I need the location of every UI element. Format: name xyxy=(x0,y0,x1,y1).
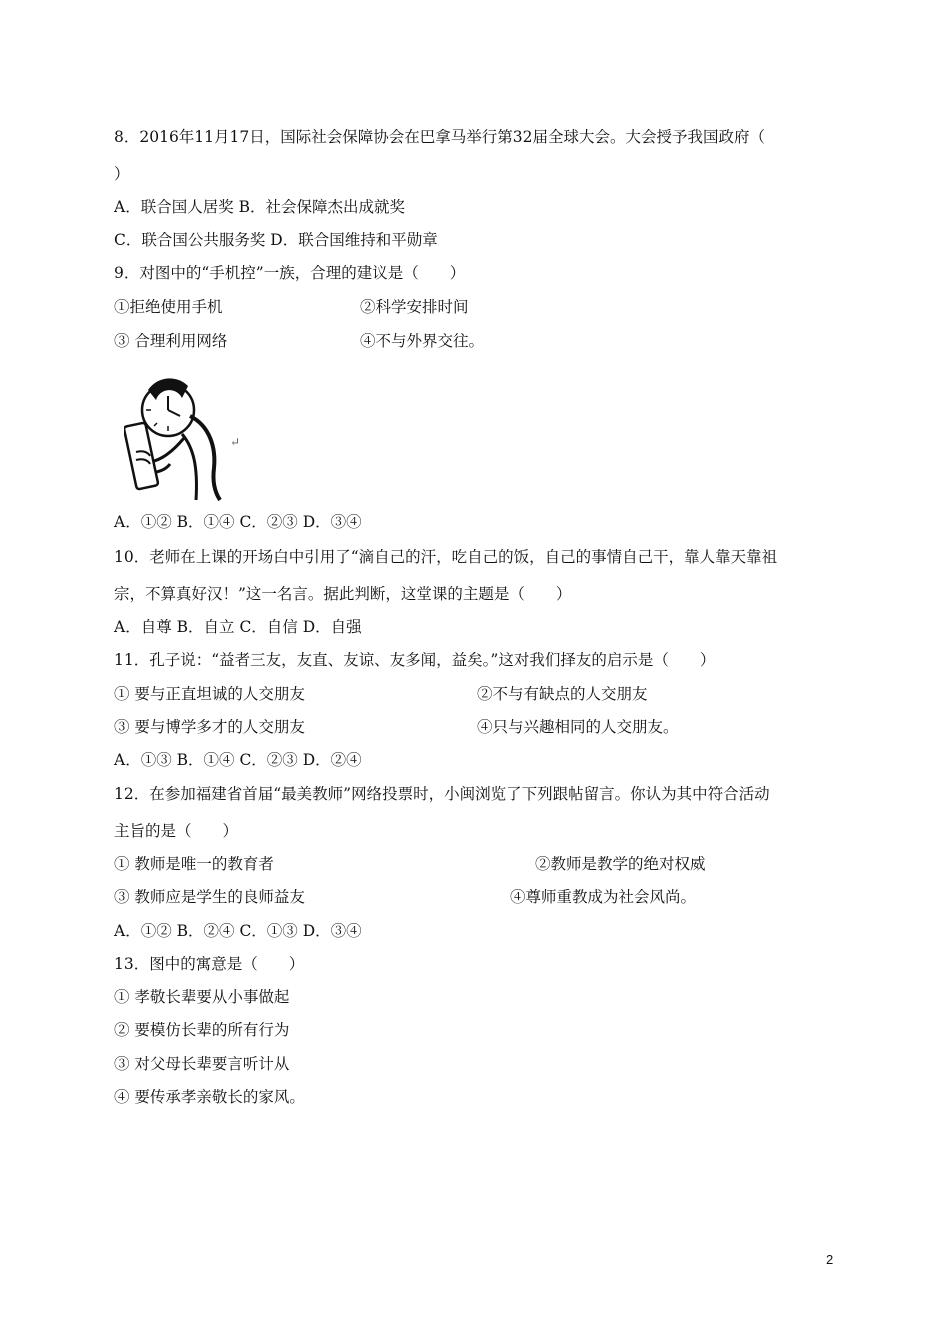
q13-item-2: ② 要模仿长辈的所有行为 xyxy=(114,1021,290,1039)
q10-stem-line1: 10．老师在上课的开场白中引用了“滴自己的汗，吃自己的饭，自己的事情自己干，靠人靠天靠祖 xyxy=(114,548,778,566)
q8-options-line2: C．联合国公共服务奖 D．联合国维持和平勋章 xyxy=(114,231,438,249)
q9-item-2: ②科学安排时间 xyxy=(360,298,469,316)
q10-answers: A．自尊 B．自立 C．自信 D．自强 xyxy=(114,618,362,636)
q9-item-1: ①拒绝使用手机 xyxy=(114,298,223,316)
q12-stem-line2: 主旨的是（ ） xyxy=(114,822,239,840)
q12-item-3: ③ 教师应是学生的良师益友 xyxy=(114,888,305,906)
q9-figure-return-mark: ↵ xyxy=(230,435,241,449)
q9-answers: A．①② B．①④ C．②③ D．③④ xyxy=(114,513,362,531)
q11-item-2: ②不与有缺点的人交朋友 xyxy=(477,685,648,703)
q11-item-4: ④只与兴趣相同的人交朋友。 xyxy=(477,718,679,736)
q12-item-4: ④尊师重教成为社会风尚。 xyxy=(510,888,697,906)
q13-item-3: ③ 对父母长辈要言听计从 xyxy=(114,1055,290,1073)
q9-item-4: ④不与外界交往。 xyxy=(360,332,485,350)
q10-stem-line2: 宗，不算真好汉！”这一名言。据此判断，这堂课的主题是（ ） xyxy=(114,585,572,603)
q12-answers: A．①② B．②④ C．①③ D．③④ xyxy=(114,922,362,940)
q13-stem: 13．图中的寓意是（ ） xyxy=(114,955,305,973)
q12-item-1: ① 教师是唯一的教育者 xyxy=(114,855,274,873)
q9-item-3: ③ 合理利用网络 xyxy=(114,332,228,350)
q9-stem: 9．对图中的“手机控”一族，合理的建议是（ ） xyxy=(114,264,466,282)
page-number: 2 xyxy=(826,1252,834,1267)
q8-stem-line2: ） xyxy=(114,165,130,183)
q8-options-line1: A．联合国人居奖 B．社会保障杰出成就奖 xyxy=(114,198,406,216)
q12-item-2: ②教师是教学的绝对权威 xyxy=(535,855,706,873)
q11-stem: 11．孔子说：“益者三友，友直、友谅、友多闻，益矣。”这对我们择友的启示是（ ） xyxy=(114,651,716,669)
q13-item-4: ④ 要传承孝亲敬长的家风。 xyxy=(114,1088,305,1106)
q11-item-3: ③ 要与博学多才的人交朋友 xyxy=(114,718,305,736)
q11-item-1: ① 要与正直坦诚的人交朋友 xyxy=(114,685,305,703)
q8-stem-line1: 8．2016年11月17日，国际社会保障协会在巴拿马举行第32届全球大会。大会授予我国政府（ xyxy=(114,128,765,146)
q12-stem-line1: 12．在参加福建省首届“最美教师”网络投票时，小闽浏览了下列跟帖留言。你认为其中符合活动 xyxy=(114,785,770,803)
q13-item-1: ① 孝敬长辈要从小事做起 xyxy=(114,988,290,1006)
phone-addict-cartoon-icon xyxy=(124,368,230,502)
q11-answers: A．①③ B．①④ C．②③ D．②④ xyxy=(114,751,362,769)
